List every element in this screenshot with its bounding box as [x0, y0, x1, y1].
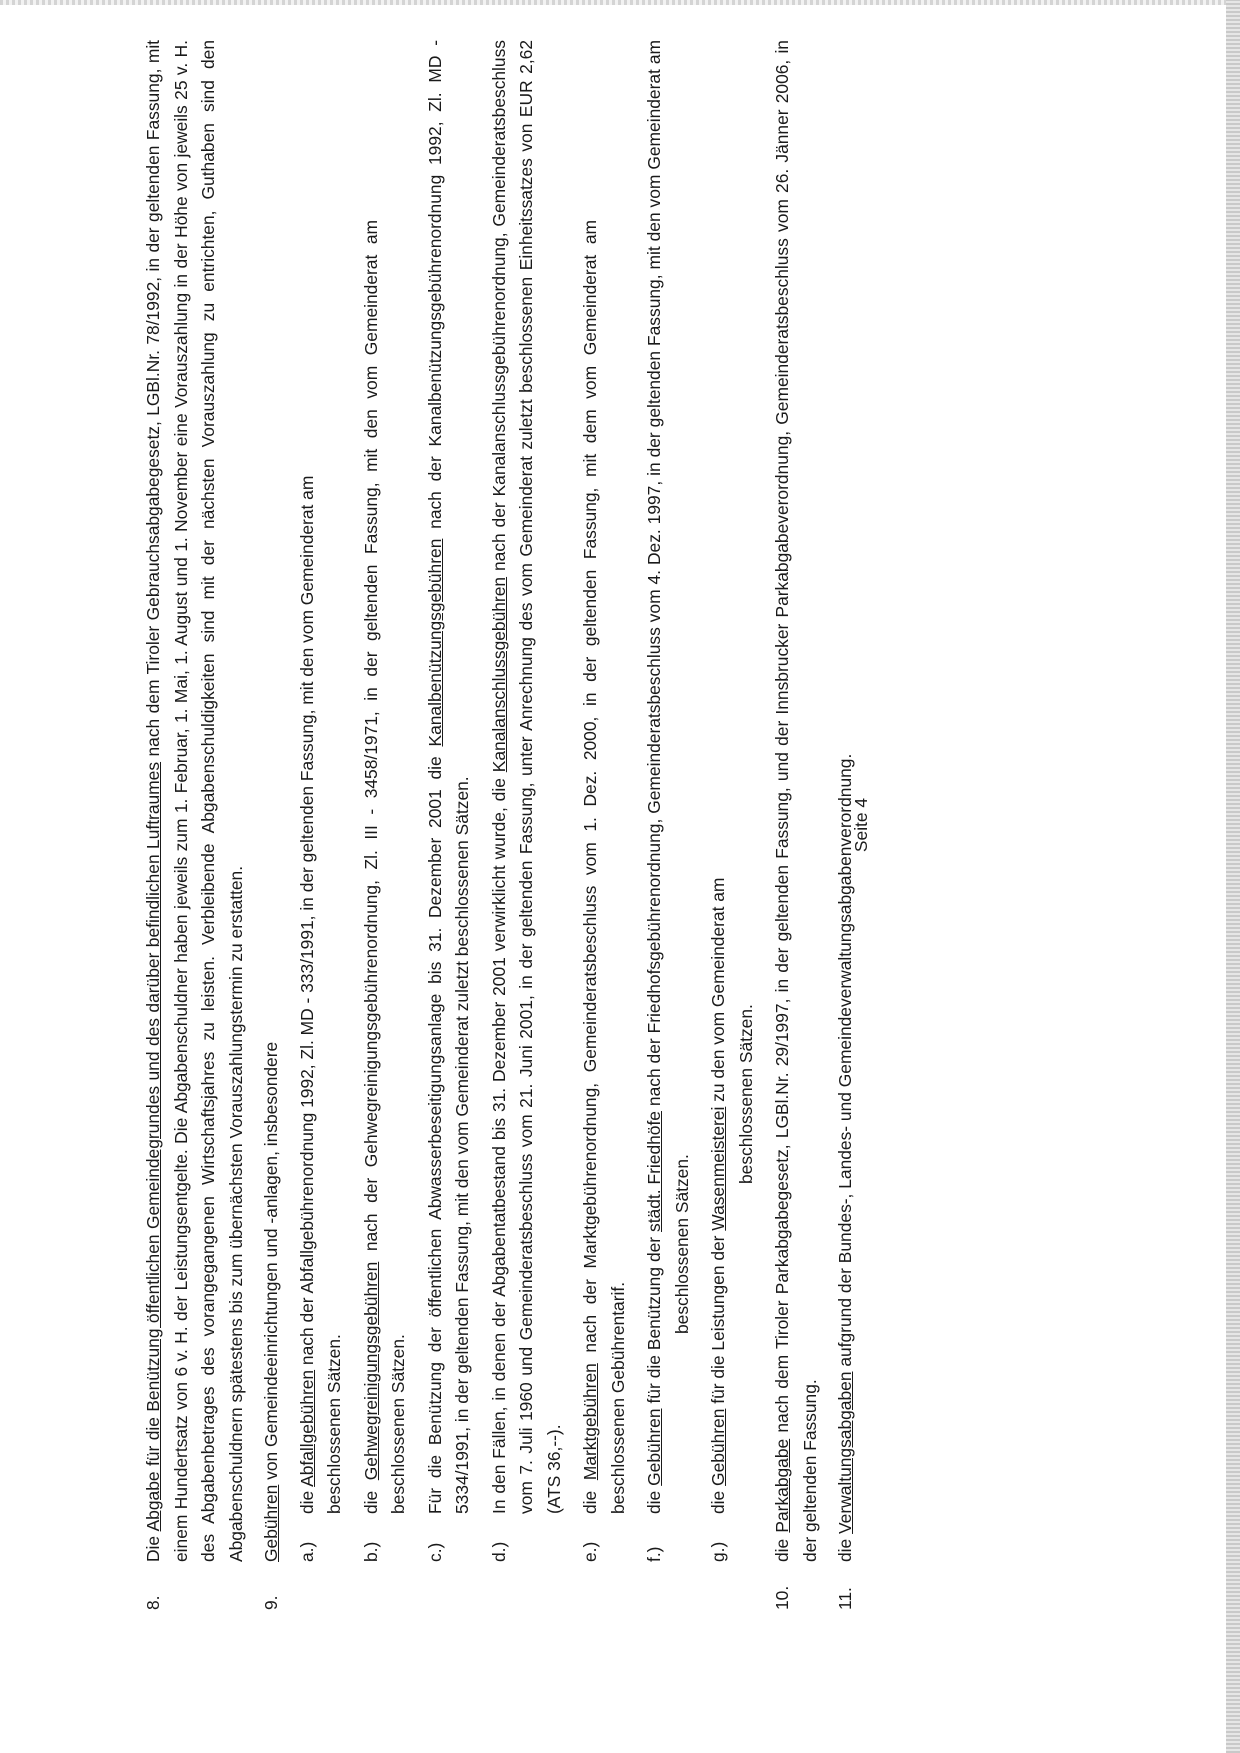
scan-edge-right: [1226, 0, 1240, 1753]
sub-text: die Marktgebühren nach der Marktgebührenordnung, Gemeinderatsbeschluss vom 1. Dez. 2000, in der geltenden Fassung, mit dem vom Gemeinderat ambeschlossenen Gebührentarif.: [580, 220, 628, 1514]
page-number: Seite 4: [851, 797, 871, 853]
sub-text: die Gehwegreinigungsgebühren nach der Gehwegreinigungsgebührenordnung, Zl. III - 3458/1971, in der geltenden Fassung, mit den vom Gemeinderat ambeschlossenen Sätzen.: [360, 220, 408, 1514]
sub-text: die Abfallgebühren nach der Abfallgebührenordnung 1992, Zl. MD - 333/1991, in der geltenden Fassung, mit den vom Gemeinderat am beschlossenen Sätzen.: [296, 475, 344, 1514]
sub-number: c.): [424, 1542, 445, 1562]
item-text: Die Abgabe für die Benützung öffentlichen Gemeindegrundes und des darüber befindlichen Luftraumes nach dem Tiroler Gebrauchsabgabegesetz, LGBl.Nr. 78/1992, in der geltenden Fassung, mit einem Hundertsatz von 6 v. H. der Leistungsentgelte. Die Abgabenschuldner haben jeweils zum 1. Februar, 1. Mai, 1. August und 1. November eine Vorauszahlung in der Höhe von jeweils 25 v. H. des Abgabenbetrages des vorangegangenen Wirtschaftsjahres zu leisten. Verbleibende Abgabenschuldigkeiten sind mit der nächsten Vorauszahlung zu entrichten, Guthaben sind den Abgabenschuldnern spätestens bis zum übernächsten Vorauszahlungstermin zu erstatten.: [143, 39, 246, 1562]
list-item-10: [769, 40, 824, 1610]
list-item-8: [140, 40, 250, 1610]
sub-text: Für die Benützung der öffentlichen Abwasserbeseitigungsanlage bis 31. Dezember 2001 die Kanalbenützungsgebühren nach der Kanalbenützungsgebührenordnung 1992, Zl. MD - 5334/1991, in der geltenden Fassung, mit den vom Gemeinderat zuletzt beschlossenen Sätzen.: [424, 40, 472, 1514]
underlined-term: Kanalanschlussgebühren: [488, 576, 509, 773]
list-item-9: [258, 40, 286, 1610]
sub-text: die Gebühren für die Leistungen der Wasenmeisterei zu den vom Gemeinderat am beschlossenen Sätzen.: [708, 877, 756, 1514]
sub-item-f: [641, 40, 696, 1610]
underlined-term: Gebühren: [261, 1484, 281, 1562]
scan-edge-top: [0, 0, 1240, 5]
underlined-term: Marktgebühren: [580, 1363, 600, 1481]
rotated-page: [140, 40, 1140, 1610]
sub-number: a.): [296, 1541, 317, 1562]
item-number: 8.: [143, 1595, 163, 1610]
underlined-term: Wasenmeisterei: [708, 1106, 728, 1231]
sub-item-d: [486, 40, 569, 1610]
sub-number: b.): [360, 1541, 381, 1562]
item-number: 10.: [772, 1585, 792, 1610]
underlined-term: Abgabe für die Benützung öffentlichen Gemeindegrundes und des darüber befindlichen Luftraumes: [143, 761, 163, 1532]
sub-item-e: [577, 40, 632, 1610]
item-number: 9.: [261, 1595, 281, 1610]
item-text: die Parkabgabe nach dem Tiroler Parkabgabegesetz, LGBl.Nr. 29/1997, in der geltenden Fassung, und der Innsbrucker Parkabgabeverordnung, Gemeinderatsbeschluss vom 26. Jänner 2006, in der geltenden Fassung.: [772, 40, 820, 1562]
sub-number: e.): [580, 1541, 600, 1562]
underlined-term: Verwaltungsabgaben: [835, 1371, 855, 1534]
item-text: Gebühren von Gemeindeeinrichtungen und -anlagen, insbesondere: [261, 1041, 281, 1562]
underlined-term: Gebühren: [644, 1408, 664, 1486]
underlined-term: Parkabgabe: [772, 1438, 792, 1533]
sub-number: g.): [708, 1541, 728, 1562]
underlined-term: Gehwegreinigungsgebühren: [360, 1261, 381, 1481]
sub-item-a: [294, 40, 349, 1610]
underlined-term: Gebühren: [708, 1408, 728, 1486]
underlined-term: städt. Friedhöfe: [644, 1111, 664, 1232]
underlined-term: Abfallgebühren: [296, 1369, 317, 1487]
item-text: die Verwaltungsabgaben aufgrund der Bundes-, Landes- und Gemeindeverwaltungsabgabenverordnung.: [835, 753, 855, 1562]
sub-item-b: [358, 40, 413, 1610]
sub-number: d.): [488, 1541, 509, 1562]
sub-item-c: [422, 40, 477, 1610]
sub-text: die Gebühren für die Benützung der städt. Friedhöfe nach der Friedhofsgebührenordnung, Gemeinderatsbeschluss vom 4. Dez. 1997, in der geltenden Fassung, mit den vom Gemeinderat ambeschlossenen Sätzen.: [644, 40, 692, 1514]
underlined-term: Kanalbenützungsgebühren: [424, 538, 445, 747]
sub-item-g: [705, 40, 760, 1610]
sub-text: In den Fällen, in denen der Abgabentatbestand bis 31. Dezember 2001 verwirklicht wurde, die Kanalanschlussgebühren nach der Kanalanschlussgebührenordnung, Gemeinderatsbeschluss vom 7. Juli 1960 und Gemeinderatsbeschluss vom 21. Juni 2001, in der geltenden Fassung, unter Anrechnung des vom Gemeinderat zuletzt beschlossenen Einheitssatzes von EUR 2,62 (ATS 36,--).: [488, 40, 564, 1514]
sub-number: f.): [644, 1546, 664, 1562]
item-number: 11.: [835, 1587, 855, 1610]
